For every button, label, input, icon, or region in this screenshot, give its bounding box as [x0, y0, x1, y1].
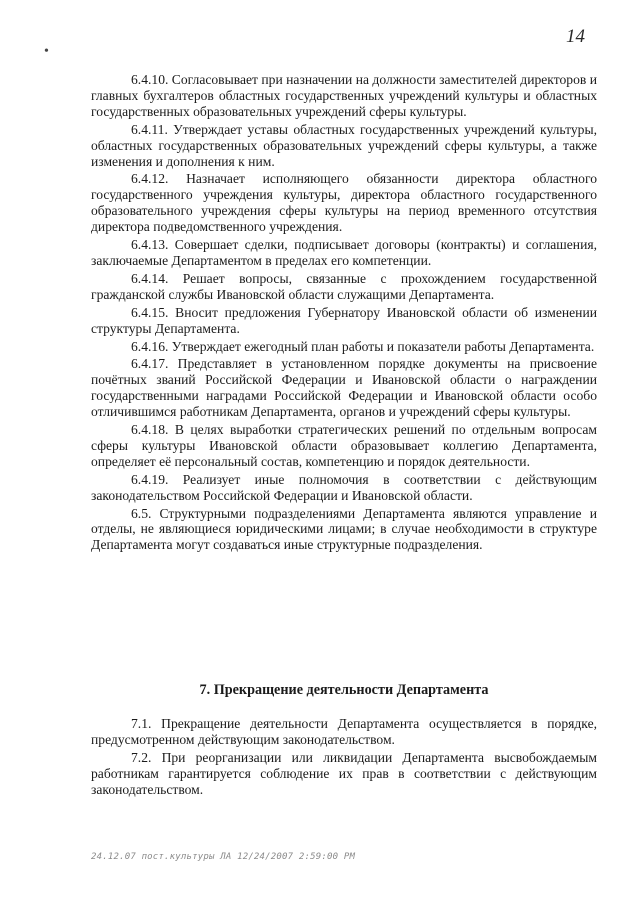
paragraph-6-4-17: 6.4.17. Представляет в установленном порядке документы на присвоение почётных званий Российской Федерации и Ивановской области о награждении государственными наградами Российской Федерации и Ивановской области особо отличившимся работникам Департамента, органов и учреждений сферы культуры. — [91, 356, 597, 420]
paragraph-6-4-15: 6.4.15. Вносит предложения Губернатору Ивановской области об изменении структуры Департамента. — [91, 304, 597, 336]
paragraph-7-2: 7.2. При реорганизации или ликвидации Департамента высвобождаемым работникам гарантируется соблюдение их прав в соответствии с действующим законодательством. — [91, 749, 597, 797]
paragraph-6-4-16: 6.4.16. Утверждает ежегодный план работы и показатели работы Департамента. — [131, 338, 595, 354]
paragraph-7-1: 7.1. Прекращение деятельности Департамента осуществляется в порядке, предусмотренном действующим законодательством. — [91, 716, 597, 747]
footer-stamp: 24.12.07 пост.культуры ЛА 12/24/2007 2:59:00 PM — [91, 852, 356, 862]
page-number: 14 — [566, 26, 585, 47]
section-7-body — [91, 716, 597, 800]
paragraph-6-4-12: 6.4.12. Назначает исполняющего обязанности директора областного государственного учреждения культуры, директора областного государственного образовательного учреждения сферы культуры на период временного отсутствия директора подведомственного учреждения. — [91, 171, 597, 235]
paragraph-6-4-18: 6.4.18. В целях выработки стратегических решений по отдельным вопросам сферы культуры Ивановской области образовывает коллегию Департамента, определяет её персональный состав, компетенцию и порядок деятельности. — [91, 422, 597, 469]
paragraph-6-4-19: 6.4.19. Реализует иные полномочия в соответствии с действующим законодательством Российской Федерации и Ивановской области. — [91, 471, 597, 503]
paragraph-6-4-14: 6.4.14. Решает вопросы, связанные с прохождением государственной гражданской службы Ивановской области служащими Департамента. — [91, 270, 597, 302]
paragraph-6-4-13: 6.4.13. Совершает сделки, подписывает договоры (контракты) и соглашения, заключаемые Департаментом в пределах его компетенции. — [91, 237, 597, 268]
paragraph-6-5: 6.5. Структурными подразделениями Департамента являются управление и отделы, не являющиеся юридическими лицами; в случае необходимости в структуре Департамента могут создаваться иные структурные подразделения. — [91, 505, 597, 553]
paragraph-6-4-11: 6.4.11. Утверждает уставы областных государственных учреждений культуры, областных государственных образовательных учреждений сферы культуры, а также изменения и дополнения к ним. — [91, 121, 597, 169]
paragraph-6-4-10: 6.4.10. Согласовывает при назначении на должности заместителей директоров и главных бухгалтеров областных государственных учреждений культуры и областных государственных образовательных учреждений сферы культуры. — [91, 72, 597, 119]
margin-mark: • — [44, 44, 49, 59]
document-body — [91, 72, 597, 555]
section-heading: 7. Прекращение деятельности Департамента — [199, 682, 489, 698]
